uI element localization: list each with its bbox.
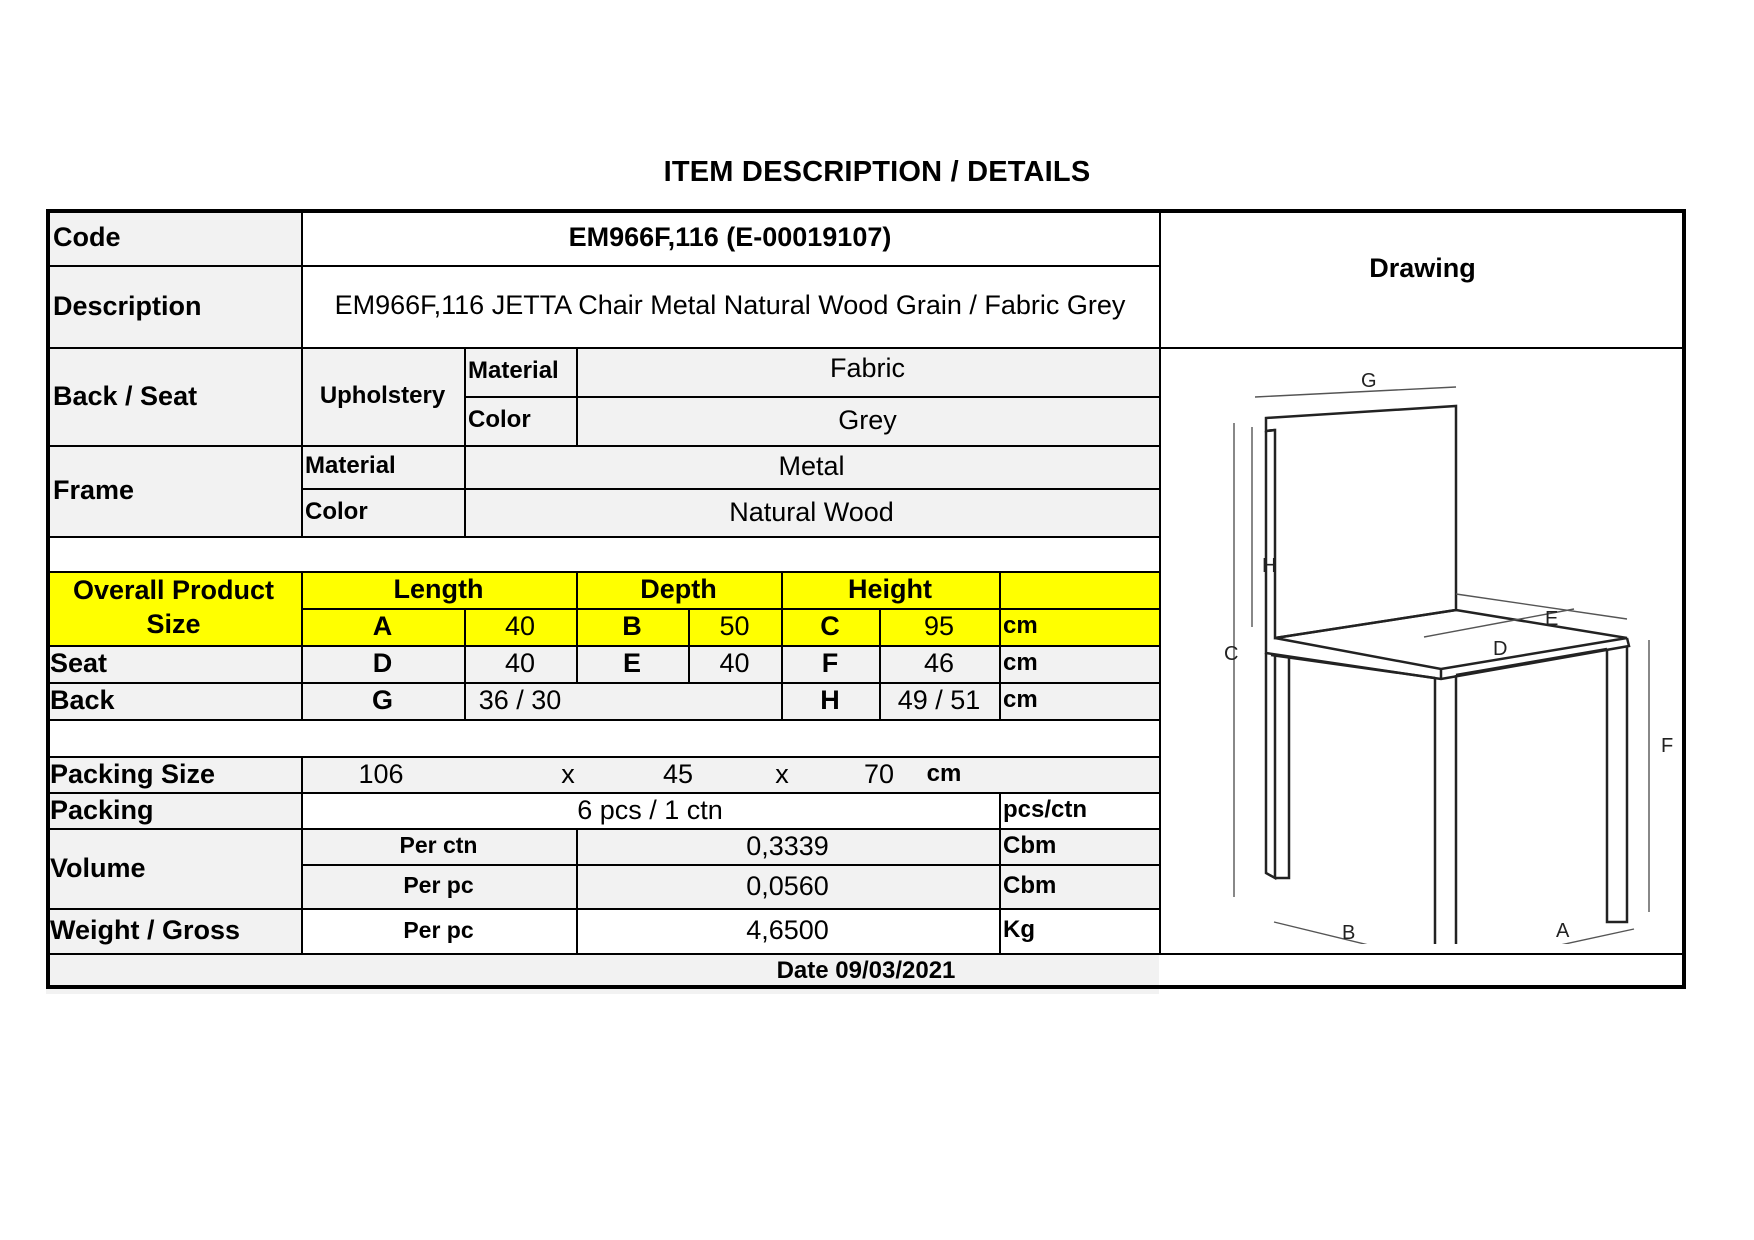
rule xyxy=(46,828,1159,830)
code-value: EM966F,116 (E-00019107) xyxy=(568,221,892,252)
dim-a-label: A xyxy=(372,611,393,642)
weight-per-pc-label: Per pc xyxy=(403,916,474,943)
frame-color-label: Color xyxy=(305,497,368,525)
date-footer: Date 09/03/2021 xyxy=(776,956,956,984)
rule xyxy=(46,536,1159,538)
dim-a-value: 40 xyxy=(504,611,536,642)
volume-per-pc-unit: Cbm xyxy=(1003,871,1057,899)
rule xyxy=(879,608,881,719)
rule xyxy=(781,571,783,719)
rule xyxy=(301,756,303,953)
chair-leg-left xyxy=(1266,653,1275,878)
height-label: Height xyxy=(848,574,932,605)
rule xyxy=(46,756,1159,758)
dim-line-b xyxy=(1274,922,1459,944)
chair-leg-right xyxy=(1607,646,1627,922)
rule xyxy=(464,396,1159,398)
seat-unit: cm xyxy=(1003,649,1038,677)
chair-back-edge xyxy=(1266,430,1275,431)
rule xyxy=(46,265,1159,267)
spacer-row-2 xyxy=(46,719,1159,756)
packing-size-label: Packing Size xyxy=(50,758,216,789)
volume-per-pc-value: 0,0560 xyxy=(746,870,829,901)
back-unit: cm xyxy=(1003,686,1038,714)
overall-unit: cm xyxy=(1003,612,1038,640)
dim-letter-a: A xyxy=(1556,920,1570,942)
dim-letter-e: E xyxy=(1545,608,1559,630)
chair-seat-top xyxy=(1275,610,1627,669)
weight-unit: Kg xyxy=(1003,916,1035,944)
dim-letter-c: C xyxy=(1224,643,1239,665)
rule xyxy=(999,571,1001,719)
chair-leg-front xyxy=(1435,675,1456,944)
dim-d-value: 40 xyxy=(504,648,536,679)
volume-per-ctn-value: 0,3339 xyxy=(746,830,829,861)
rule xyxy=(46,953,1686,955)
back-seat-label: Back / Seat xyxy=(53,380,198,411)
volume-per-pc-label: Per pc xyxy=(403,872,474,899)
chair-seat-front xyxy=(1266,638,1629,679)
frame-material-label: Material xyxy=(305,452,396,480)
rule xyxy=(688,608,690,682)
rule xyxy=(576,347,578,445)
frame-material-value: Metal xyxy=(778,451,845,482)
rule xyxy=(301,488,1159,490)
weight-label: Weight / Gross xyxy=(50,915,241,946)
code-label: Code xyxy=(53,221,121,252)
rule xyxy=(46,719,1159,721)
dim-letter-h: H xyxy=(1262,555,1277,577)
packing-value: 6 pcs / 1 ctn xyxy=(577,794,723,825)
dim-f-value: 46 xyxy=(923,648,955,679)
frame-color-value: Natural Wood xyxy=(729,496,894,527)
rule xyxy=(301,864,1159,866)
back-label: Back xyxy=(50,685,115,716)
chair-rail-left xyxy=(1271,655,1435,678)
dim-h-value: 49 / 51 xyxy=(897,685,981,716)
volume-per-ctn-label: Per ctn xyxy=(399,832,478,859)
rule xyxy=(576,571,578,682)
item-details-sheet xyxy=(46,209,1686,989)
overall-size-label: Overall Product Size xyxy=(72,575,275,639)
dim-line-g xyxy=(1255,387,1456,397)
description-value: EM966F,116 JETTA Chair Metal Natural Wood Grain / Fabric Grey xyxy=(334,290,1126,321)
dim-g-value: 36 / 30 xyxy=(478,685,562,716)
description-label: Description xyxy=(53,290,202,321)
volume-per-ctn-unit: Cbm xyxy=(1003,831,1057,859)
dim-c-label: C xyxy=(820,611,840,642)
rule xyxy=(46,645,1159,647)
dim-letter-f: F xyxy=(1661,735,1674,757)
dim-letter-g: G xyxy=(1361,370,1377,392)
rule xyxy=(46,445,1159,447)
dim-letter-d: D xyxy=(1493,638,1508,660)
packing-height: 70 xyxy=(863,758,895,789)
dim-letter-b: B xyxy=(1342,922,1356,944)
dim-f-label: F xyxy=(821,648,839,679)
drawing-label: Drawing xyxy=(1369,252,1476,283)
rule xyxy=(301,209,303,536)
packing-label: Packing xyxy=(50,794,154,825)
packing-size-unit: cm xyxy=(926,759,962,787)
dim-e-value: 40 xyxy=(719,648,750,679)
packing-length: 106 xyxy=(358,758,404,789)
chair-dimension-drawing xyxy=(1159,347,1686,944)
rule xyxy=(301,608,1159,610)
chair-back-rest xyxy=(1266,406,1456,638)
back-seat-color-value: Grey xyxy=(838,405,897,436)
frame-label: Frame xyxy=(53,475,135,506)
document-title: ITEM DESCRIPTION / DETAILS xyxy=(663,156,1091,188)
rule xyxy=(464,347,466,536)
packing-unit: pcs/ctn xyxy=(1003,795,1088,823)
chair-leg-left-side xyxy=(1275,658,1289,878)
rule xyxy=(301,571,303,719)
dim-h-label: H xyxy=(820,685,840,716)
packing-width: 45 xyxy=(662,758,694,789)
upholstery-label: Upholstery xyxy=(319,381,446,409)
rule xyxy=(46,792,1159,794)
back-seat-material-label: Material xyxy=(468,357,559,385)
dim-e-label: E xyxy=(622,648,641,679)
spacer-row-1 xyxy=(46,536,1159,571)
rule xyxy=(464,608,466,719)
packing-x-1: x xyxy=(561,758,575,789)
weight-value: 4,6500 xyxy=(746,915,829,946)
dim-c-value: 95 xyxy=(923,611,955,642)
depth-label: Depth xyxy=(640,574,717,605)
dim-b-value: 50 xyxy=(719,611,750,642)
back-seat-color-label: Color xyxy=(468,406,531,434)
rule xyxy=(999,792,1001,953)
rule xyxy=(46,908,1159,910)
back-seat-material-value: Fabric xyxy=(829,353,905,384)
dim-b-label: B xyxy=(622,611,642,642)
rule xyxy=(576,828,578,953)
dim-line-a xyxy=(1459,929,1634,944)
packing-x-2: x xyxy=(775,758,789,789)
rule xyxy=(46,571,1159,573)
length-label: Length xyxy=(393,574,484,605)
volume-label: Volume xyxy=(50,852,146,883)
dim-d-label: D xyxy=(372,648,393,679)
rule xyxy=(46,682,1159,684)
seat-label: Seat xyxy=(50,648,108,679)
dim-g-label: G xyxy=(371,685,393,716)
